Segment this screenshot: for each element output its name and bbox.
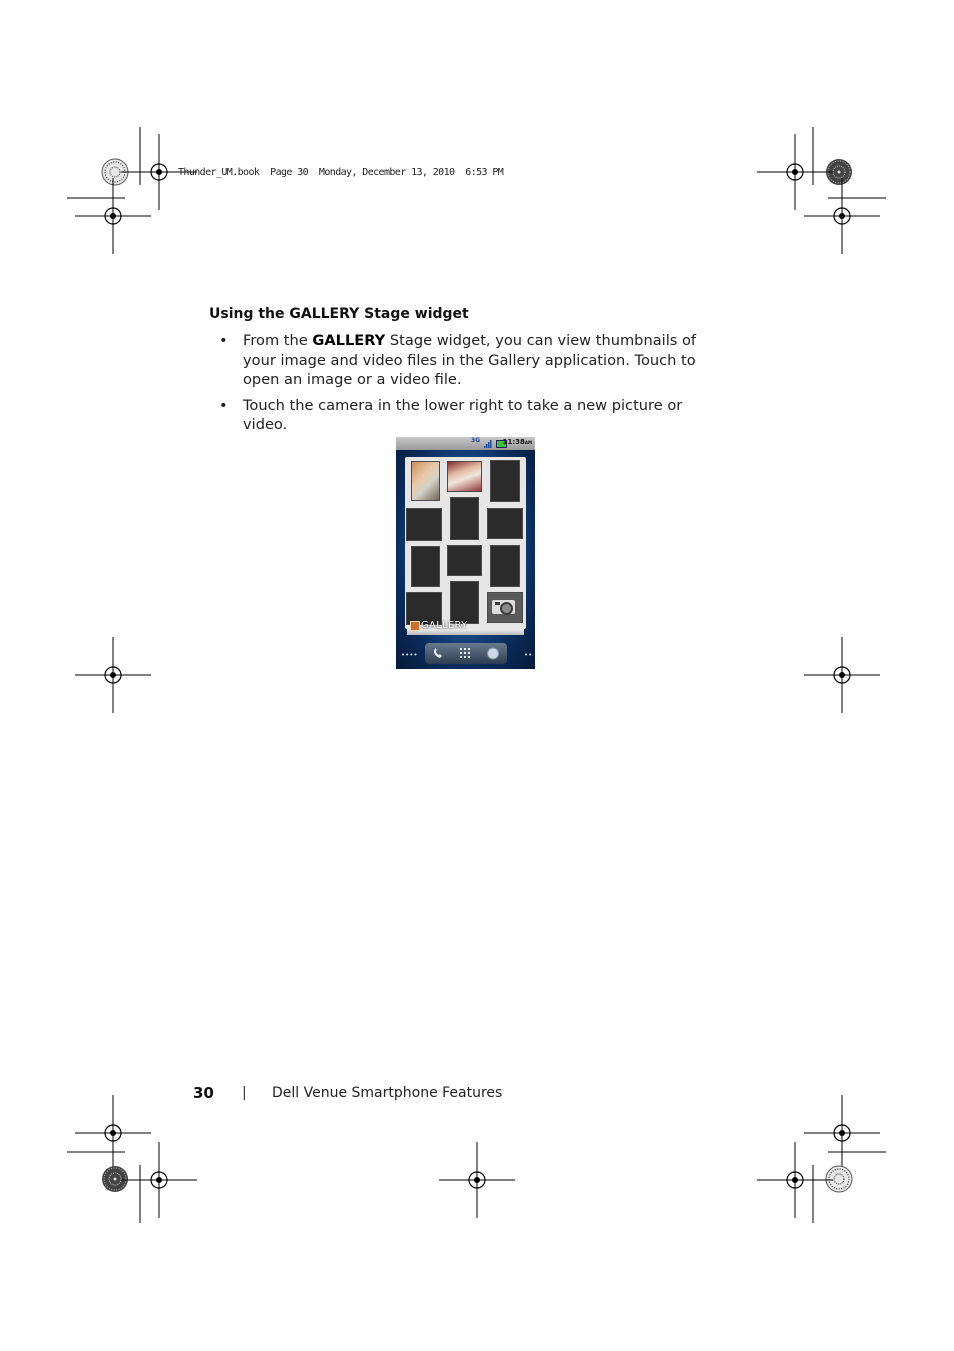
- gallery-thumbnail[interactable]: [447, 545, 482, 576]
- reg-mark-top-left: [67, 127, 197, 254]
- gallery-app-icon: [410, 621, 420, 631]
- reg-mark-middle-left: [75, 637, 151, 713]
- status-bar: [396, 437, 535, 450]
- status-clock: 11:38AM: [502, 438, 532, 446]
- gallery-thumbnail[interactable]: [447, 461, 482, 492]
- gallery-thumbnail[interactable]: [450, 497, 479, 540]
- page-indicator-left: ••••: [401, 651, 418, 659]
- camera-flash-shape: [495, 602, 500, 605]
- bullet-text-suffix: Stage widget, you can view thumbnails of your image and video files in the Gallery application. Touch to open an image or a video file.: [243, 332, 697, 388]
- reg-mark-bottom-center: [439, 1142, 515, 1218]
- camera-lens-shape: [500, 602, 513, 615]
- signal-icon: [484, 440, 492, 448]
- page-number: 30: [193, 1084, 214, 1102]
- footer-separator: |: [242, 1085, 247, 1101]
- bullet-item: [219, 331, 713, 390]
- gallery-thumbnail[interactable]: [450, 581, 479, 624]
- gallery-thumbnail[interactable]: [411, 461, 440, 501]
- bullet-text-prefix: From the: [243, 332, 313, 349]
- widget-label: GALLERY: [421, 620, 468, 631]
- bullet-bold-term: GALLERY: [312, 332, 386, 349]
- gallery-thumbnail[interactable]: [490, 545, 520, 587]
- bullet-glyph: •: [219, 396, 228, 414]
- gallery-thumbnail[interactable]: [411, 546, 440, 587]
- page-indicator-right: ••: [524, 651, 533, 659]
- network-indicator: 3G: [471, 437, 481, 444]
- gallery-thumbnail[interactable]: [406, 508, 442, 541]
- section-heading: Using the GALLERY Stage widget: [209, 306, 469, 322]
- apps-grid-icon[interactable]: [456, 646, 476, 661]
- browser-icon[interactable]: [483, 646, 503, 661]
- print-slug-line: Thunder_UM.book Page 30 Monday, December 13, 2010 6:53 PM: [178, 167, 504, 178]
- bullet-text: Touch the camera in the lower right to take a new picture or video.: [243, 396, 683, 433]
- reg-mark-bottom-right: [757, 1095, 886, 1223]
- reg-mark-bottom-left: [67, 1095, 197, 1223]
- bullet-item: [219, 396, 713, 435]
- reg-mark-top-right: [757, 127, 886, 254]
- reg-mark-middle-right: [804, 637, 880, 713]
- camera-button[interactable]: [487, 592, 523, 623]
- gallery-thumbnail[interactable]: [487, 508, 523, 539]
- bullet-glyph: •: [219, 332, 228, 349]
- home-dock: [425, 643, 507, 664]
- phone-icon[interactable]: [429, 646, 449, 661]
- gallery-stage-widget[interactable]: [405, 457, 526, 629]
- bullet-list: [219, 331, 713, 441]
- gallery-thumbnail[interactable]: [490, 460, 520, 502]
- chapter-title: Dell Venue Smartphone Features: [272, 1085, 503, 1101]
- phone-screenshot: [396, 437, 535, 669]
